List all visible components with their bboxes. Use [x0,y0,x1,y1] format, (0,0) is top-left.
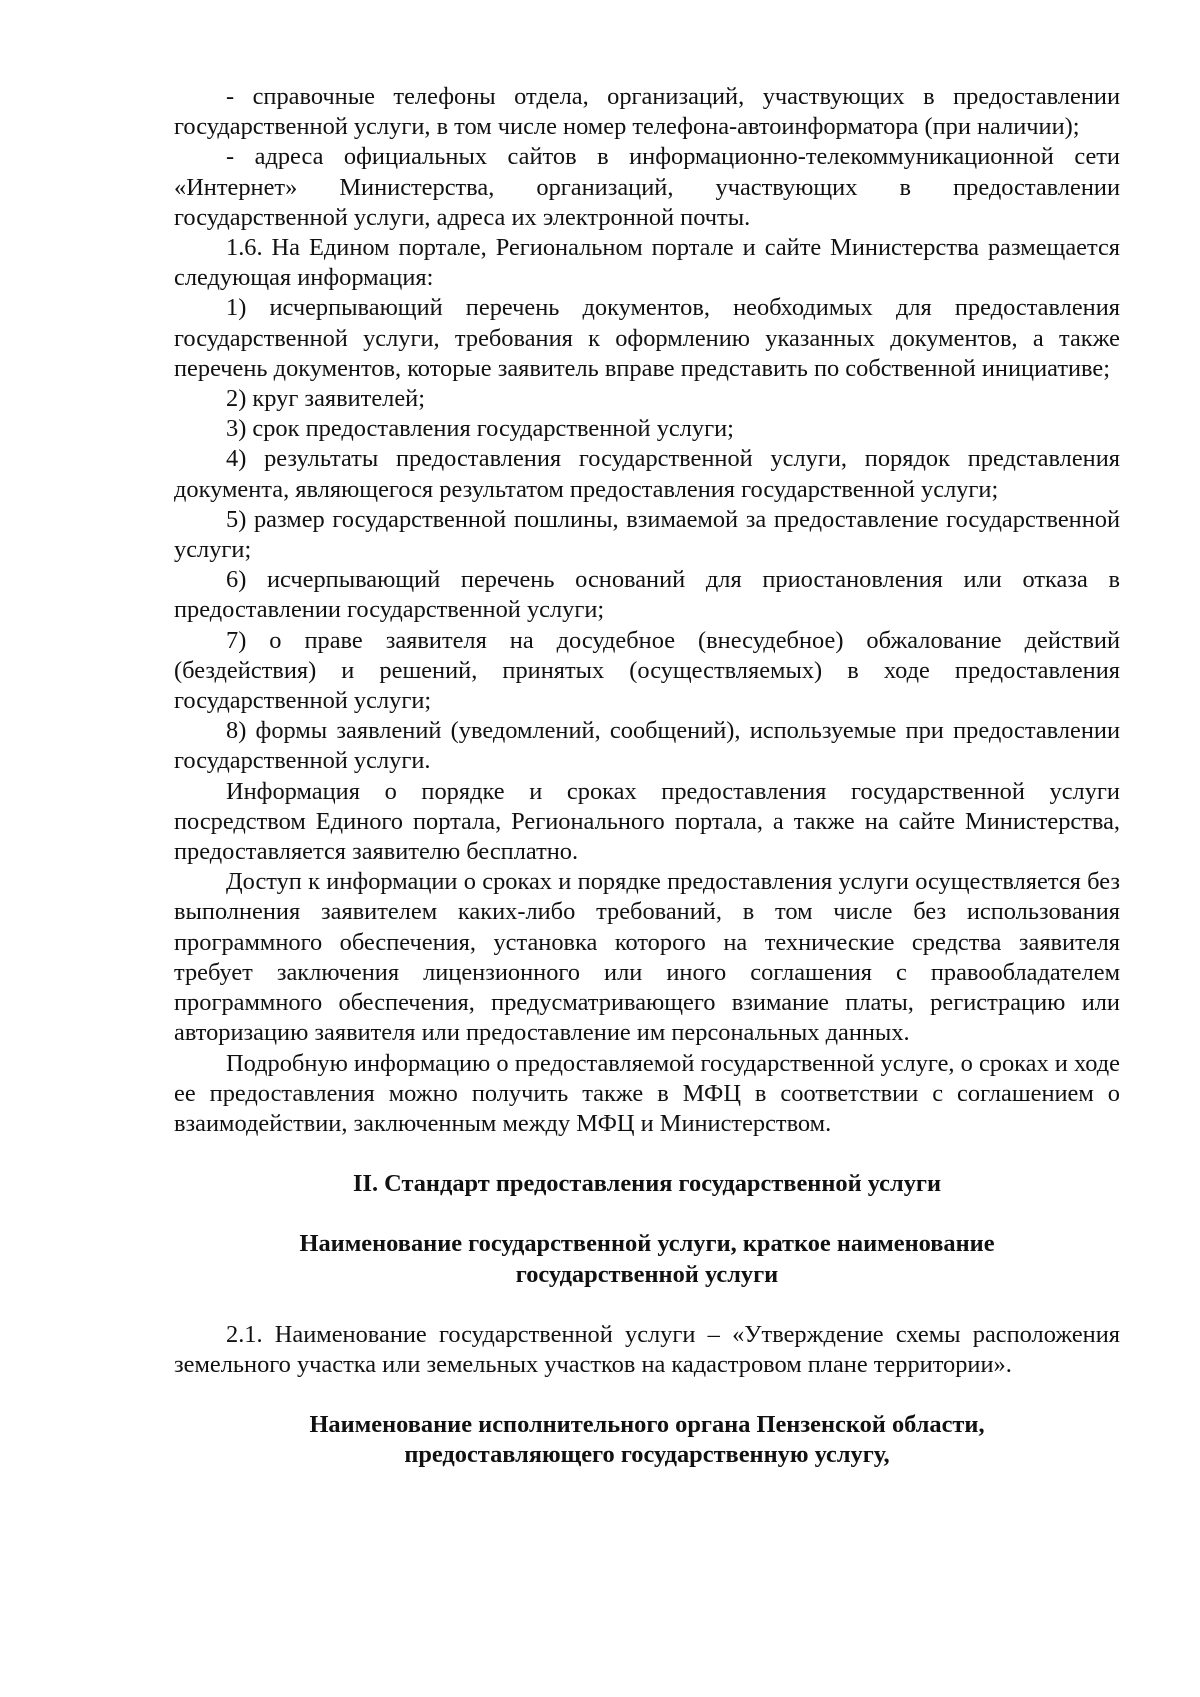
paragraph-reference-phones: - справочные телефоны отдела, организаций, участвующих в предоставлении государственной услуги, в том числе номер телефона-автоинформатора (при наличии); [174,83,1120,141]
list-item-3: 3) срок предоставления государственной услуги; [226,415,734,443]
paragraph-1-6: 1.6. На Едином портале, Региональном портале и сайте Министерства размещается следующая информация: [174,234,1120,292]
paragraph-official-sites: - адреса официальных сайтов в информационно-телекоммуникационной сети «Интернет» Министерства, организаций, участвующих в предоставлении государственной услуги, адреса их электронной почты. [174,143,1120,231]
paragraph-2-1: 2.1. Наименование государственной услуги – «Утверждение схемы расположения земельного участка или земельных участков на кадастровом плане территории». [174,1320,1120,1378]
list-item-6: 6) исчерпывающий перечень оснований для приостановления или отказа в предоставлении государственной услуги; [174,566,1120,624]
subheading-service-name-line2: государственной услуги [515,1260,779,1288]
list-item-7: 7) о праве заявителя на досудебное (внесудебное) обжалование действий (бездействия) и решений, принятых (осуществляемых) в ходе предоставления государственной услуги; [174,626,1120,715]
list-item-5: 5) размер государственной пошлины, взимаемой за предоставление государственной услуги; [174,505,1120,564]
list-item-2: 2) круг заявителей; [226,385,425,413]
list-item-8: 8) формы заявлений (уведомлений, сообщений), используемые при предоставлении государственной услуги. [174,717,1120,775]
subheading-service-name-line1: Наименование государственной услуги, краткое наименование [299,1230,995,1258]
paragraph-mfc: Подробную информацию о предоставляемой государственной услуге, о сроках и ходе ее предоставления можно получить также в МФЦ в соответствии с соглашением о взаимодействии, заключенным между МФЦ и Министерством. [174,1049,1120,1137]
document-page [174,82,1120,1471]
paragraph-info-free: Информация о порядке и сроках предоставления государственной услуги посредством Единого портала, Регионального портала, а также на сайте Министерства, предоставляется заявителю бесплатно. [174,777,1120,866]
section-heading: II. Стандарт предоставления государственной услуги [352,1170,942,1198]
subheading-authority-line2: предоставляющего государственную услугу, [404,1441,890,1469]
subheading-authority-line1: Наименование исполнительного органа Пензенской области, [309,1411,985,1439]
list-item-4: 4) результаты предоставления государственной услуги, порядок представления документа, являющегося результатом предоставления государственной услуги; [174,445,1120,503]
list-item-1: 1) исчерпывающий перечень документов, необходимых для предоставления государственной услуги, требования к оформлению указанных документов, а также перечень документов, которые заявитель вправе представить по собственной инициативе; [174,294,1120,382]
paragraph-access: Доступ к информации о сроках и порядке предоставления услуги осуществляется без выполнения заявителем каких-либо требований, в том числе без использования программного обеспечения, установка которого на технические средства заявителя требует заключения лицензионного или иного соглашения с правообладателем программного обеспечения, предусматривающего взимание платы, регистрацию или авторизацию заявителя или предоставление им персональных данных. [174,868,1120,1047]
